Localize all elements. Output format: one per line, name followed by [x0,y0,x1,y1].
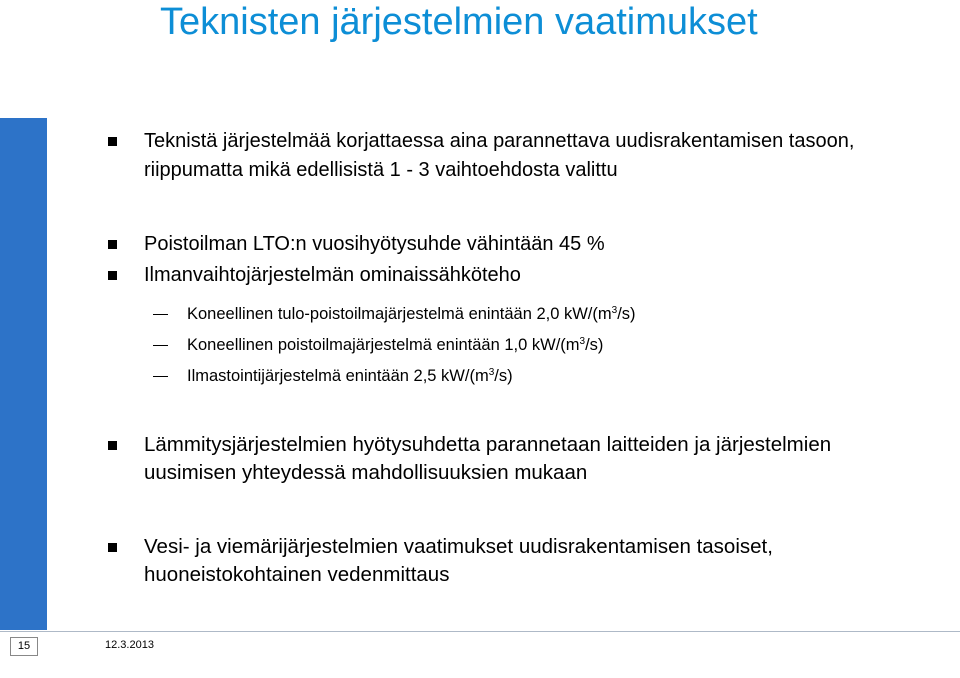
subitem-2-after: /s) [585,336,604,354]
bullet-3-line-1: Ilmanvaihtojärjestelmän ominaissähköteho [144,264,521,286]
subitem-1-sup: 3 [611,305,618,316]
subitem-1-after: /s) [617,305,636,323]
bullet-square-icon [108,271,117,280]
bullet-1-line-1: Teknistä järjestelmää korjattaessa aina parannettava uudisrakentamisen tasoon, [144,130,855,152]
page-number: 15 [10,637,38,656]
dash-bullet-icon [153,345,168,346]
bullet-5-line-1: Vesi- ja viemärijärjestelmien vaatimukset uudisrakentamisen tasoiset, [144,535,773,558]
footer-date: 12.3.2013 [105,639,154,651]
subitem-1 [187,303,636,325]
bullet-square-icon [108,441,117,450]
subitem-2-sup: 3 [579,336,586,347]
subitem-3-after: /s) [494,367,513,385]
bullet-square-icon [108,137,117,146]
subitem-3-text: Ilmastointijärjestelmä enintään 2,5 kW/(m [187,367,489,385]
bullet-square-icon [108,543,117,552]
bullet-5-line-2: huoneistokohtainen vedenmittaus [144,563,450,586]
subitem-3 [187,365,513,387]
bullet-square-icon [108,240,117,249]
footer-divider [0,631,960,632]
bullet-1-line-2: riippumatta mikä edellisistä 1 - 3 vaihtoehdosta valittu [144,159,618,181]
subitem-2-text: Koneellinen poistoilmajärjestelmä enintään 1,0 kW/(m [187,336,580,354]
dash-bullet-icon [153,314,168,315]
dash-bullet-icon [153,376,168,377]
subitem-1-text: Koneellinen tulo-poistoilmajärjestelmä enintään 2,0 kW/(m [187,305,612,323]
subitem-2 [187,334,603,356]
bullet-2-line-1: Poistoilman LTO:n vuosihyötysuhde vähintään 45 % [144,233,605,255]
subitem-3-sup: 3 [488,367,495,378]
bullet-4-line-2: uusimisen yhteydessä mahdollisuuksien mukaan [144,461,588,484]
sidebar-accent-bar [0,118,47,630]
bullet-4-line-1: Lämmitysjärjestelmien hyötysuhdetta parannetaan laitteiden ja järjestelmien [144,433,832,456]
slide-title: Teknisten järjestelmien vaatimukset [160,1,758,43]
